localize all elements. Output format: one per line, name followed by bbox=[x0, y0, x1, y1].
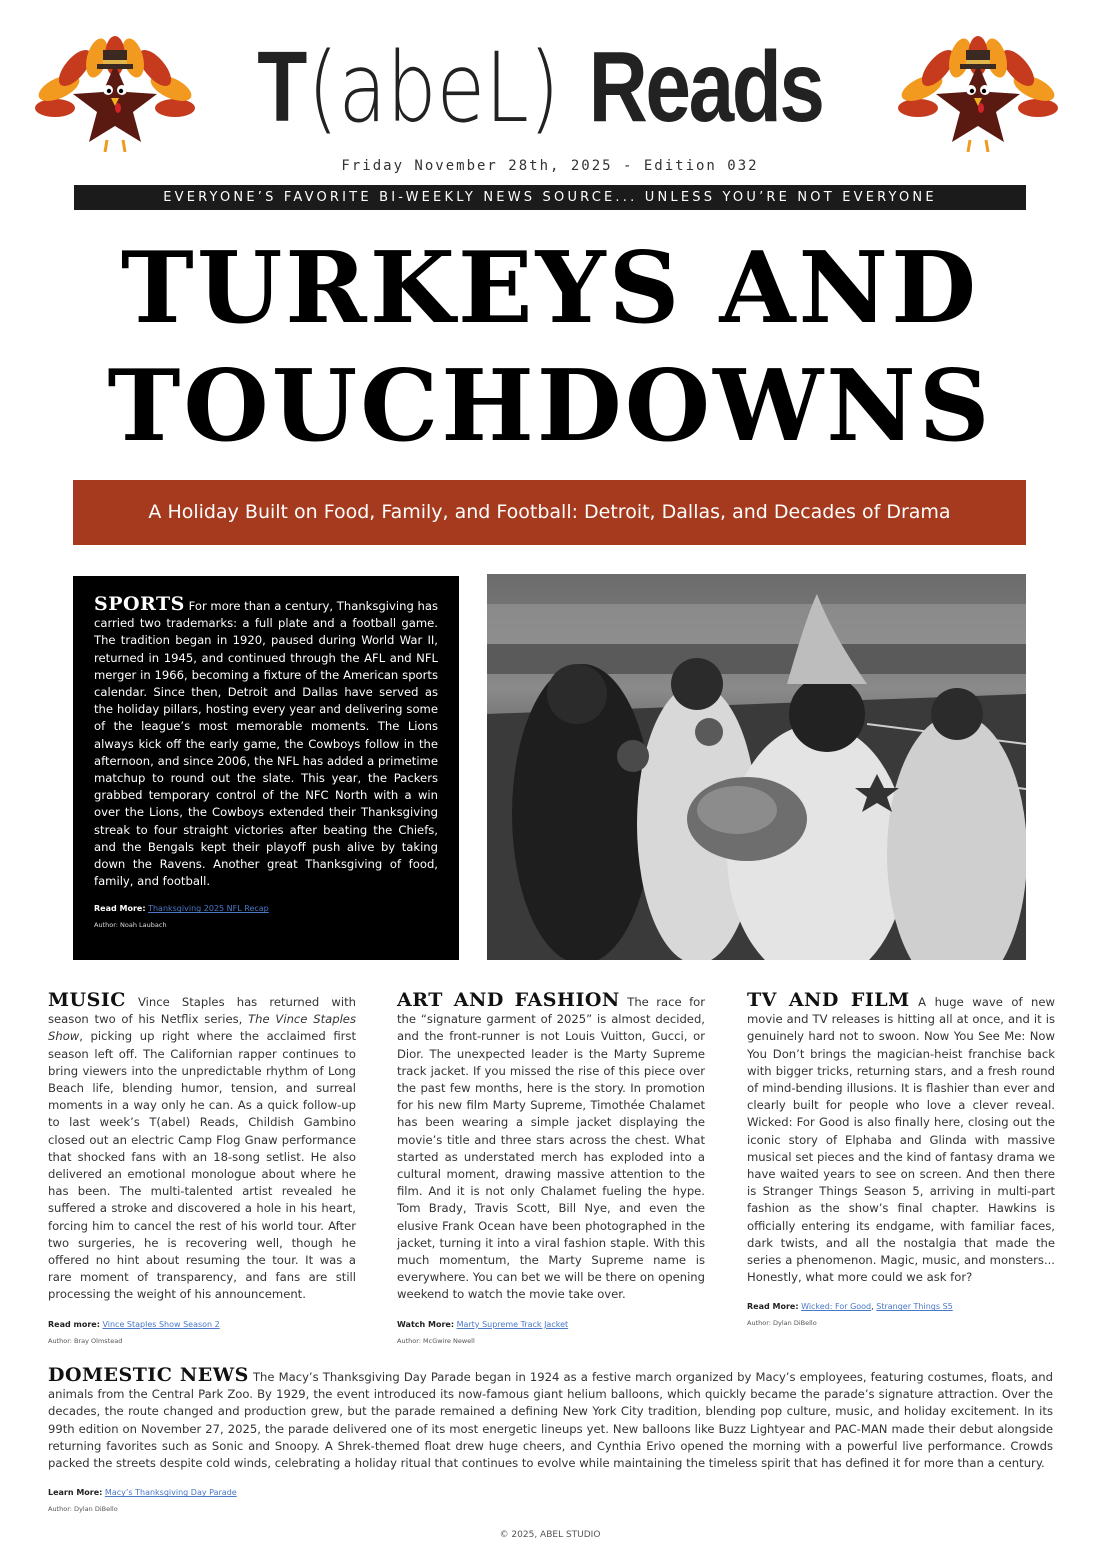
domestic-author: Author: Dylan DiBello bbox=[48, 1505, 118, 1514]
art-watch-more-link[interactable]: Marty Supreme Track Jacket bbox=[456, 1319, 569, 1329]
brand-t: T bbox=[257, 31, 306, 143]
sports-article bbox=[73, 576, 459, 960]
tv-read-more-link-wicked[interactable]: Wicked: For Good bbox=[801, 1302, 872, 1312]
sports-kicker: SPORTS bbox=[94, 593, 185, 615]
music-read-more-link[interactable]: Vince Staples Show Season 2 bbox=[102, 1319, 220, 1329]
tv-author: Author: Dylan DiBello bbox=[747, 1319, 817, 1328]
music-text-post: , picking up right where the acclaimed first season left off. The Californian rapper continues to bring viewers into the unpredictable rhythm of Long Beach life, blending humor, tension, and surreal moments in a way only he can. As a quick follow-up to last week’s T(abel) Reads, Childish Gambino closed out an electric Camp Flog Gnaw performance that shocked fans with an 18-song setlist. He also delivered an emotional monologue about where he has been. The multi-talented artist revealed he suffered a stroke and discovered a hole in his heart, forcing him to cancel the rest of his world tour. After two surgeries, he is recovering well, though he offered no hint about resuming the tour. It was a rare moment of transparency, and fans are still processing the weight of his announcement. bbox=[48, 1029, 356, 1302]
domestic-text: The Macy’s Thanksgiving Day Parade began in 1924 as a festive march organized by Macy’s employees, featuring costumes, floats, and animals from the Central Park Zoo. By 1929, the event introduced its now-famous giant helium balloons, which quickly became the parade’s signature attraction. Over the decades, the route changed and production grew, but the parade remained a defining New York City tradition, blending pop culture, music, and holiday excitement. In its 99th edition on November 27, 2025, the parade delivered one of its most energetic lineups yet. New balloons like Buzz Lightyear and PAC-MAN made their debut alongside returning favorites such as Sonic and Snoopy. A Shrek-themed float drew huge cheers, and Cynthia Erivo opened the morning with a powerful live performance. Crowds packed the streets despite cold winds, celebrating a holiday ritual that continues to evolve while maintaining the timeless spirit that has defined it for more than a century. bbox=[48, 1370, 1053, 1471]
sports-text: For more than a century, Thanksgiving has carried two trademarks: a full plate and a football game. The tradition began in 1920, paused during World War II, returned in 1945, and continued through the AFL and NFL merger in 1966, becoming a fixture of the American sports calendar. Since then, Detroit and Dallas have served as the holiday pillars, hosting every year and delivering some of the league’s most memorable moments. The Lions always kick off the early game, the Cowboys follow in the afternoon, and since 2006, the NFL has added a primetime matchup to round out the slate. This year, the Packers grabbed temporary control of the NFC North with a win over the Lions, the Cowboys extended their Thanksgiving streak to four straight victories after beating the Chiefs, and the Bengals kept their playoff push alive by taking down the Ravens. Another great Thanksgiving of food, family, and football. bbox=[94, 599, 438, 889]
masthead bbox=[0, 30, 1100, 150]
read-more-label: Read more: bbox=[48, 1319, 100, 1329]
tv-film-article bbox=[747, 989, 1055, 1328]
domestic-news-article bbox=[48, 1364, 1053, 1514]
sports-read-more bbox=[94, 904, 438, 913]
domestic-body bbox=[48, 1364, 1053, 1472]
link-separator: , bbox=[871, 1302, 877, 1312]
art-body bbox=[397, 989, 706, 1304]
brand-reads: Reads bbox=[588, 31, 823, 143]
tagline-bar: EVERYONE’S FAVORITE BI-WEEKLY NEWS SOURCE... UNLESS YOU’RE NOT EVERYONE bbox=[74, 185, 1026, 210]
music-read-more bbox=[48, 1320, 356, 1329]
tv-body bbox=[747, 989, 1055, 1286]
art-kicker: ART AND FASHION bbox=[397, 989, 620, 1011]
sports-author: Author: Noah Laubach bbox=[94, 921, 167, 930]
football-celebration-photo bbox=[487, 574, 1026, 960]
read-more-label: Read More: bbox=[747, 1302, 799, 1312]
art-author: Author: McGwire Newell bbox=[397, 1336, 475, 1345]
footer-copyright: © 2025, ABEL STUDIO bbox=[499, 1530, 601, 1540]
watch-more-label: Watch More: bbox=[397, 1319, 455, 1329]
main-headline bbox=[60, 230, 1040, 466]
music-article bbox=[48, 989, 356, 1345]
music-show-title: The Vince Staples Show bbox=[48, 1012, 356, 1044]
read-more-label: Read More: bbox=[94, 904, 146, 914]
tv-kicker: TV AND FILM bbox=[747, 989, 910, 1011]
brand-logo bbox=[230, 30, 870, 150]
tv-text: A huge wave of new movie and TV releases is hitting all at once, and it is genuinely hard not to swoon. Now You See Me: Now You Don’t brings the magician-heist franchise back with bigger tricks, returning stars, and a fresh round of mind-bending illusions. It is flashier than ever and clearly built for people who love a clever reveal. Wicked: For Good is also finally here, closing out the iconic story of Elphaba and Glinda with massive musical set pieces and the kind of fantasy drama we have waited years to see on screen. And then there is Stranger Things Season 5, arriving in multi-part fashion as the show’s final chapter. Hawkins is officially entering its endgame, with familiar faces, dark twists, and all the nostalgia that made the series a phenomenon. Magic, music, and monsters... Honestly, what more could we ask for? bbox=[747, 995, 1055, 1285]
tv-read-more-link-stranger-things[interactable]: Stranger Things S5 bbox=[876, 1302, 953, 1312]
music-kicker: MUSIC bbox=[48, 989, 126, 1011]
sports-body bbox=[94, 593, 438, 890]
dateline: Friday November 28th, 2025 - Edition 032 bbox=[341, 158, 759, 174]
brand-abel: (abeL) bbox=[307, 32, 560, 144]
domestic-kicker: DOMESTIC NEWS bbox=[48, 1364, 249, 1386]
sports-read-more-link[interactable]: Thanksgiving 2025 NFL Recap bbox=[148, 904, 269, 914]
headline-line-2: TOUCHDOWNS bbox=[107, 349, 993, 464]
domestic-learn-more bbox=[48, 1488, 1053, 1497]
music-author: Author: Bray Olmstead bbox=[48, 1336, 123, 1345]
art-watch-more bbox=[397, 1320, 705, 1329]
turkey-icon bbox=[898, 36, 1058, 152]
domestic-learn-more-link[interactable]: Macy’s Thanksgiving Day Parade bbox=[104, 1488, 237, 1498]
headline-line-1: TURKEYS AND bbox=[120, 231, 980, 346]
learn-more-label: Learn More: bbox=[48, 1488, 103, 1498]
art-fashion-article bbox=[397, 989, 706, 1345]
music-body bbox=[48, 989, 356, 1304]
turkey-icon bbox=[35, 36, 195, 152]
art-text: The race for the “signature garment of 2025” is almost decided, and the front-runner is not Louis Vuitton, Gucci, or Dior. The unexpected leader is the Marty Supreme track jacket. If you missed the rise of this piece over the past few months, here is the story. In promotion for his new film Marty Supreme, Timothée Chalamet has been wearing a simple jacket displaying the movie’s title and three stars across the chest. What started as understated merch has exploded into a cultural moment, drawing massive attention to the film. And it is not only Chalamet fueling the hype. Tom Brady, Travis Scott, Bill Nye, and even the elusive Frank Ocean have been photographed in the jacket, turning it into a viral fashion staple. With this much momentum, the Marty Supreme name is everywhere. You can bet we will be there on opening weekend to watch the movie take over. bbox=[397, 995, 706, 1302]
music-text-pre: Vince Staples has returned with season two of his Netflix series, bbox=[48, 995, 356, 1027]
subheadline-banner: A Holiday Built on Food, Family, and Football: Detroit, Dallas, and Decades of Drama bbox=[73, 480, 1026, 545]
tv-read-more bbox=[747, 1302, 1055, 1311]
